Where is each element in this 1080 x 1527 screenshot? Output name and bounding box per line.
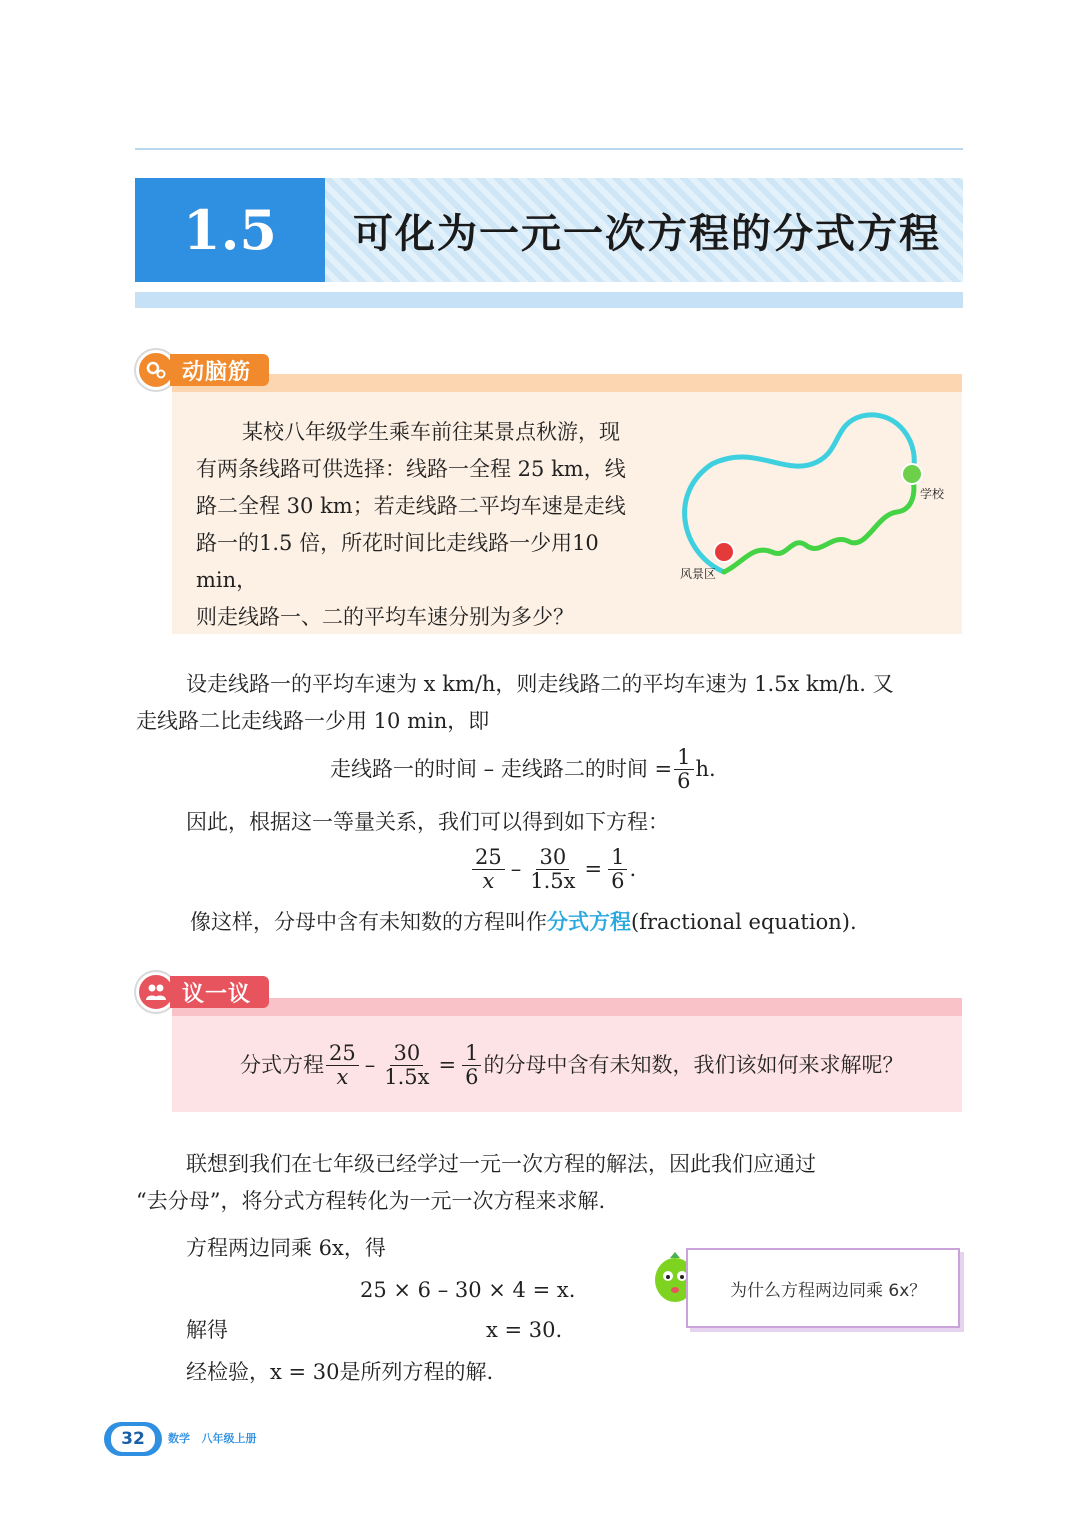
discuss-tag [136,972,269,1012]
solve-label: 解得 [186,1318,228,1342]
paragraph-4 [136,1146,966,1220]
d-d1: x [336,1065,349,1090]
step-multiply: 方程两边同乘 6x，得 [186,1236,386,1260]
route-map [672,404,962,604]
para4-line2: “去分母”，将分式方程转化为一元一次方程来求解. [136,1189,606,1213]
think-line: 有两条线路可供选择：线路一全程 25 km，线 [196,457,626,481]
scenic-marker [714,542,734,562]
bubble-text: 为什么方程两边同乘 6x？ [730,1281,927,1301]
eq2-frac3 [608,846,627,893]
eq1-left: 走线路一的时间 – 走线路二的时间 = [330,757,673,782]
para4-line1: 联想到我们在七年级已经学过一元一次方程的解法，因此我们应通过 [186,1152,816,1176]
think-tag-label: 动脑筋 [170,354,269,386]
discuss-frac3 [462,1042,481,1089]
think-line: 路一的1.5 倍，所花时间比走线路一少用10 min， [196,531,599,592]
d-n2: 30 [390,1042,423,1066]
check-text: 经检验，x = 30是所列方程的解. [186,1360,494,1384]
eq2-n2: 30 [536,846,569,870]
section-number: 1.5 [135,178,325,282]
think-line: 某校八年级学生乘车前往某景点秋游，现 [242,420,620,444]
para1-line2: 走线路二比走线路一少用 10 min，即 [136,709,490,733]
paragraph-2: 因此，根据这一等量关系，我们可以得到如下方程： [186,810,669,834]
discuss-frac1 [326,1042,359,1089]
think-line: 则走线路一、二的平均车速分别为多少？ [196,605,574,629]
think-box-bar [172,374,962,392]
page-number: 32 [111,1426,155,1452]
think-tag [136,350,269,390]
banner-strip [135,292,963,308]
paragraph-3 [190,904,857,941]
equation-3: 25 × 6 – 30 × 4 = x. [360,1278,576,1302]
eq2-d2: 1.5x [530,869,576,894]
discuss-tag-label: 议一议 [170,976,269,1008]
eq2-n1: 25 [472,846,505,870]
paragraph-1 [136,666,966,740]
para3-before: 像这样，分母中含有未知数的方程叫作 [190,910,547,934]
d-n3: 1 [462,1042,481,1066]
eq2-d3: 6 [611,869,625,894]
equation-1 [330,746,716,793]
discuss-frac2 [381,1042,432,1089]
solve-equation: x = 30. [486,1318,563,1342]
think-line: 路二全程 30 km；若走线路二平均车速是走线 [196,494,626,518]
eq1-fraction [674,746,693,793]
book-title: 数学 八年级上册 [168,1432,257,1445]
eq1-den: 6 [677,769,691,794]
thought-bubble [686,1248,960,1328]
route-two-line [724,474,914,572]
school-marker [902,464,922,484]
equation-2: $\frac{25}{x}$ – $\frac{30}{1.5x}$ = $\frac{1}{6}$ . [470,846,636,893]
discuss-box-bar [172,998,962,1016]
eq2-frac1 [472,846,505,893]
eq1-num: 1 [674,746,693,770]
eq2-d1: x [482,869,495,894]
discuss-prefix: 分式方程 [240,1053,324,1078]
para1-line1: 设走线路一的平均车速为 x km/h，则走线路二的平均车速为 1.5x km/h. 又 [186,672,894,696]
page-number-badge [104,1422,162,1456]
scenic-label: 风景区 [680,567,717,581]
d-d3: 6 [465,1065,479,1090]
section-title: 可化为一元一次方程的分式方程 [325,178,963,282]
eq2-frac2 [527,846,578,893]
think-problem-text [196,414,666,636]
discuss-suffix: 的分母中含有未知数，我们该如何来求解呢？ [483,1053,904,1078]
eq1-unit: h. [695,757,716,782]
top-rule [135,148,963,150]
school-label: 学校 [920,487,945,501]
term-fractional-equation: 分式方程 [547,910,631,934]
section-banner [135,178,963,282]
discuss-question: 分式方程 $\frac{25}{x}$ – $\frac{30}{1.5x}$ = $\frac{1}{6}$ 的分母中含有未知数，我们该如何来求解呢？ [240,1041,904,1090]
eq2-n3: 1 [608,846,627,870]
d-n1: 25 [326,1042,359,1066]
para3-after: (fractional equation). [631,910,857,934]
d-d2: 1.5x [384,1065,430,1090]
